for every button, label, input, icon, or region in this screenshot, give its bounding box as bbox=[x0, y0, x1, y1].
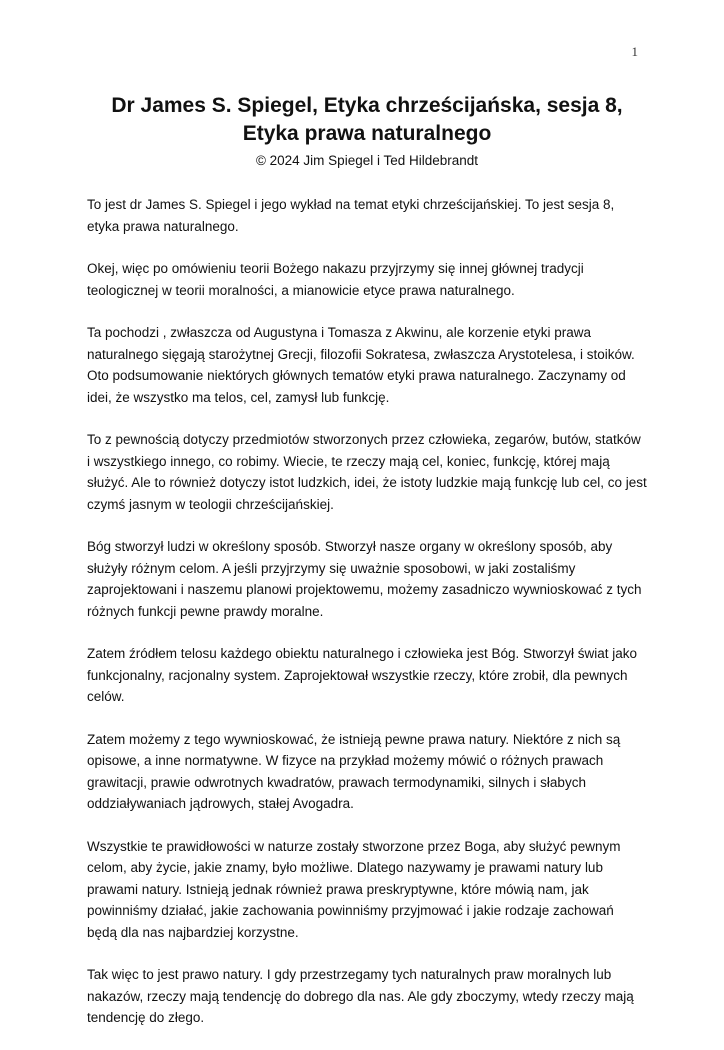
paragraph-8: Wszystkie te prawidłowości w naturze zostały stworzone przez Boga, aby służyć pewnym celom, aby życie, jakie znamy, było możliwe. Dlatego nazywamy je prawami natury lub prawami natury. Istnieją jednak również prawa preskryptywne, które mówią nam, jak powinniśmy działać, jakie zachowania powinniśmy przyjmować i jakie rodzaje zachowań będą dla nas najbardziej korzystne. bbox=[87, 838, 621, 940]
paragraph-4: To z pewnością dotyczy przedmiotów stworzonych przez człowieka, zegarów, butów, statków i wszystkiego innego, co robimy. Wiecie, te rzeczy mają cel, koniec, funkcję, której mają służyć. Ale to również dotyczy istot ludzkich, idei, że istoty ludzkie mają funkcję lub cel, co jest czymś jasnym w teologii chrześcijańskiej. bbox=[87, 432, 647, 512]
paragraph-2: Okej, więc po omówieniu teorii Bożego nakazu przyjrzymy się innej głównej tradycji teologicznej w teorii moralności, a mianowicie etyce prawa naturalnego. bbox=[87, 261, 584, 298]
document-title bbox=[87, 92, 647, 148]
paragraph-6: Zatem źródłem telosu każdego obiektu naturalnego i człowieka jest Bóg. Stworzył świat jako funkcjonalny, racjonalny system. Zaprojektował wszystkie rzeczy, które zrobił, dla pewnych celów. bbox=[87, 646, 638, 704]
copyright-notice: © 2024 Jim Spiegel i Ted Hildebrandt bbox=[255, 153, 479, 168]
title-line-1: Dr James S. Spiegel, Etyka chrześcijańska, sesja 8, bbox=[111, 94, 623, 117]
paragraph-9: Tak więc to jest prawo natury. I gdy przestrzegamy tych naturalnych praw moralnych lub nakazów, rzeczy mają tendencję do dobrego dla nas. Ale gdy zboczymy, wtedy rzeczy mają tendencję do złego. bbox=[87, 967, 634, 1025]
page-number: 1 bbox=[631, 44, 638, 59]
title-line-2: Etyka prawa naturalnego bbox=[242, 122, 492, 145]
paragraph-7: Zatem możemy z tego wywnioskować, że istnieją pewne prawa natury. Niektóre z nich są opisowe, a inne normatywne. W fizyce na przykład możemy mówić o różnych prawach grawitacji, prawie odwrotnych kwadratów, prawach termodynamiki, silnych i słabych oddziaływaniach jądrowych, stałej Avogadra. bbox=[87, 731, 621, 811]
paragraph-1: To jest dr James S. Spiegel i jego wykład na temat etyki chrześcijańskiej. To jest sesja 8, etyka prawa naturalnego. bbox=[87, 197, 615, 234]
paragraph-3: Ta pochodzi , zwłaszcza od Augustyna i Tomasza z Akwinu, ale korzenie etyki prawa naturalnego sięgają starożytnej Grecji, filozofii Sokratesa, zwłaszcza Arystotelesa, i stoików. Oto podsumowanie niektórych głównych tematów etyki prawa naturalnego. Zaczynamy od idei, że wszystko ma telos, cel, zamysł lub funkcję. bbox=[87, 325, 635, 405]
paragraph-5: Bóg stworzył ludzi w określony sposób. Stworzył nasze organy w określony sposób, aby służyły różnym celom. A jeśli przyjrzymy się uważnie sposobowi, w jaki zostaliśmy zaprojektowani i naszemu planowi projektowemu, możemy zasadniczo wywnioskować z tych różnych funkcji pewne prawdy moralne. bbox=[87, 539, 642, 619]
document-body bbox=[87, 92, 647, 1050]
